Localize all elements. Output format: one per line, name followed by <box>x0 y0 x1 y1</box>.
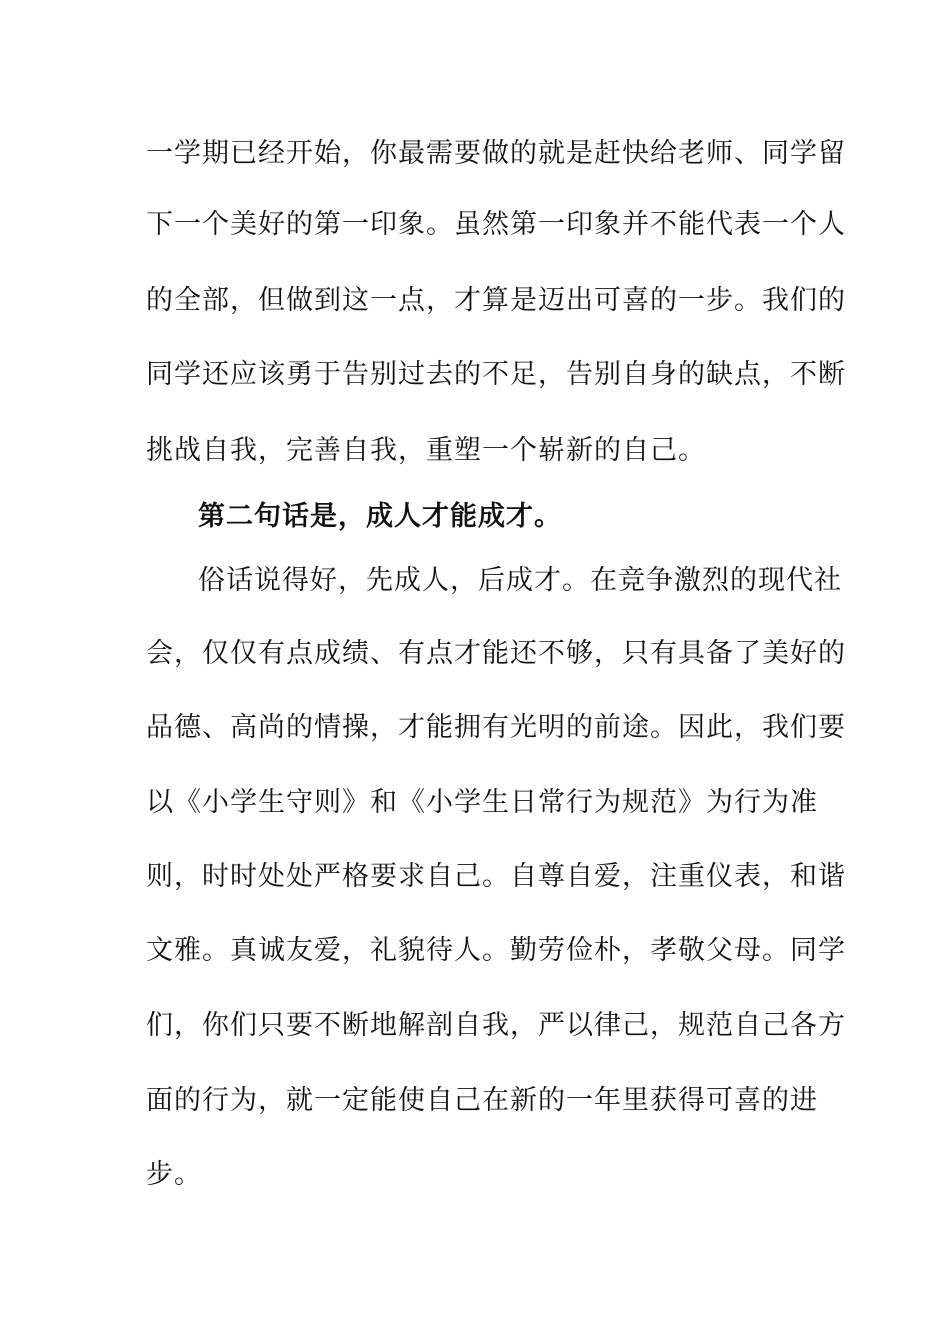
paragraph-line: 一学期已经开始，你最需要做的就是赶快给老师、同学留 <box>146 138 846 169</box>
paragraph-line: 以《小学生守则》和《小学生日常行为规范》为行为准 <box>146 787 818 818</box>
paragraph-line: 品德、高尚的情操，才能拥有光明的前途。因此，我们要 <box>146 712 846 743</box>
paragraph-line: 同学还应该勇于告别过去的不足，告别自身的缺点，不断 <box>146 359 846 390</box>
paragraph-line: 下一个美好的第一印象。虽然第一印象并不能代表一个人 <box>146 209 846 240</box>
paragraph-line: 会，仅仅有点成绩、有点才能还不够，只有具备了美好的 <box>146 638 846 669</box>
paragraph-line: 则，时时处处严格要求自己。自尊自爱，注重仪表，和谐 <box>146 861 846 892</box>
paragraph-line: 俗话说得好，先成人，后成才。在竞争激烈的现代社 <box>198 565 842 596</box>
paragraph-line: 挑战自我，完善自我，重塑一个崭新的自己。 <box>146 435 706 466</box>
paragraph-line: 的全部，但做到这一点，才算是迈出可喜的一步。我们的 <box>146 285 846 316</box>
paragraph-line: 步。 <box>146 1159 202 1190</box>
paragraph-line: 们，你们只要不断地解剖自我，严以律己，规范自己各方 <box>146 1010 846 1041</box>
section-heading: 第二句话是，成人才能成才。 <box>198 501 562 532</box>
paragraph-line: 面的行为，就一定能使自己在新的一年里获得可喜的进 <box>146 1085 818 1116</box>
paragraph-line: 文雅。真诚友爱，礼貌待人。勤劳俭朴，孝敬父母。同学 <box>146 935 846 966</box>
